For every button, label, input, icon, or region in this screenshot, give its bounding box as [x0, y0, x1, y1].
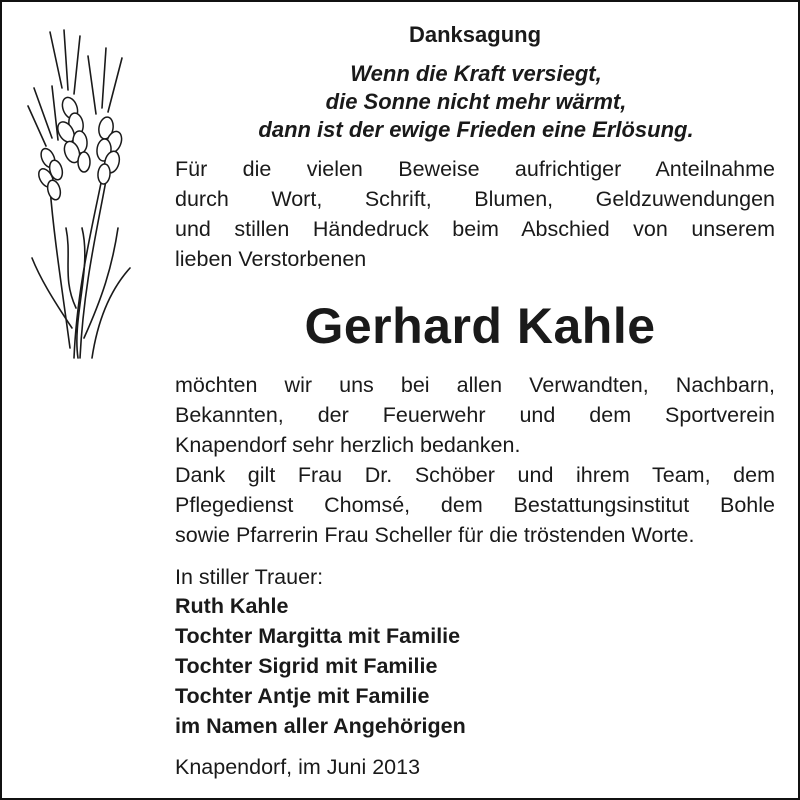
- intro-line: lieben Verstorbenen: [175, 247, 367, 271]
- motto-line: Wenn die Kraft versiegt,: [350, 61, 602, 86]
- thanks-line: möchten wir uns bei allen Verwandten, Nachbarn,: [175, 373, 775, 397]
- thanks-line: sowie Pfarrerin Frau Scheller für die tröstenden Worte.: [175, 523, 695, 547]
- mourning-label: In stiller Trauer:: [175, 565, 324, 589]
- intro-paragraph: [175, 154, 775, 274]
- motto: [176, 60, 776, 144]
- thanks-line: Knapendorf sehr herzlich bedanken.: [175, 433, 521, 457]
- mourner: Ruth Kahle: [175, 594, 289, 618]
- mourner: Tochter Antje mit Familie: [175, 684, 430, 708]
- mourner: Tochter Sigrid mit Familie: [175, 654, 438, 678]
- intro-line: und stillen Händedruck beim Abschied von unserem: [175, 217, 775, 241]
- motto-line: die Sonne nicht mehr wärmt,: [325, 89, 627, 114]
- thanks-line: Bekannten, der Feuerwehr und dem Sportverein: [175, 403, 775, 427]
- mourner: Tochter Margitta mit Familie: [175, 624, 461, 648]
- thanks-line: Dank gilt Frau Dr. Schöber und ihrem Team, dem: [175, 463, 775, 487]
- motto-line: dann ist der ewige Frieden eine Erlösung.: [258, 117, 694, 142]
- place-date: Knapendorf, im Juni 2013: [175, 755, 421, 779]
- deceased-name: Gerhard Kahle: [304, 298, 656, 354]
- mourners-list: [175, 591, 775, 741]
- intro-line: durch Wort, Schrift, Blumen, Geldzuwendungen: [175, 187, 775, 211]
- intro-line: Für die vielen Beweise aufrichtiger Anteilnahme: [175, 157, 775, 181]
- thanks-paragraph: [175, 370, 775, 550]
- thanks-line: Pflegedienst Chomsé, dem Bestattungsinstitut Bohle: [175, 493, 775, 517]
- mourner: im Namen aller Angehörigen: [175, 714, 466, 738]
- wheat-ears-icon: [22, 28, 142, 368]
- notice-title: Danksagung: [408, 22, 542, 47]
